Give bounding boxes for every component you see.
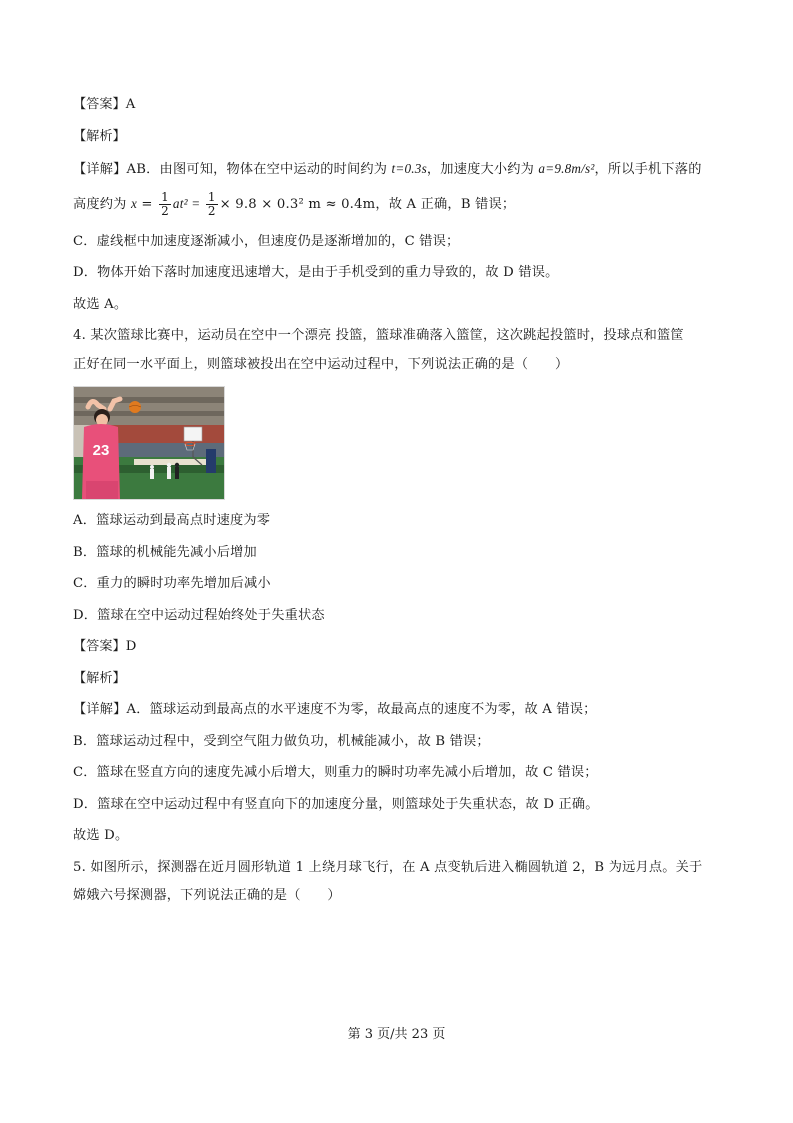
fraction-denominator: 2 — [207, 204, 216, 218]
q4-analysis-label: 【解析】 — [73, 671, 126, 686]
q3-detail-2-prefix: 高度约为 — [73, 197, 131, 212]
q4-option-c: C．重力的瞬时功率先增加后减小 — [73, 576, 271, 591]
formula-fraction-2 — [206, 191, 218, 218]
q4-option-a: A．篮球运动到最高点时速度为零 — [73, 513, 271, 528]
q3-choose: 故选 A。 — [73, 297, 128, 312]
fraction-numerator: 1 — [207, 190, 216, 204]
q3-time-value: t=0.3s — [391, 161, 427, 176]
q3-detail-1a: 【详解】AB．由图可知，物体在空中运动的时间约为 — [73, 162, 392, 177]
jersey-number: 23 — [92, 442, 110, 459]
formula-fraction-1 — [159, 191, 171, 218]
q4-detail-d: D．篮球在空中运动过程中有竖直向下的加速度分量，则篮球处于失重状态，故 D 正确。 — [73, 797, 599, 812]
formula-eq: = — [137, 197, 158, 212]
q4-option-b: B．篮球的机械能先减小后增加 — [73, 545, 257, 560]
fraction-denominator: 2 — [161, 204, 169, 218]
q4-choose: 故选 D。 — [73, 828, 129, 843]
q3-detail-line-1 — [73, 160, 702, 179]
q3-detail-d: D．物体开始下落时加速度迅速增大，是由于手机受到的重力导致的，故 D 错误。 — [73, 265, 559, 280]
basketball-photo — [73, 386, 225, 500]
q3-detail-2-suffix: ，故 A 正确，B 错误； — [375, 197, 516, 212]
q3-answer: 【答案】A — [73, 97, 136, 112]
q3-detail-c: C．虚线框中加速度逐渐减小，但速度仍是逐渐增加的，C 错误； — [73, 234, 460, 249]
fraction-numerator: 1 — [161, 190, 169, 204]
formula-at2: at² = — [172, 196, 204, 211]
q4-detail-a: 【详解】A．篮球运动到最高点的水平速度不为零，故最高点的速度不为零，故 A 错误； — [73, 702, 597, 717]
q4-stem-line-1: 4. 某次篮球比赛中，运动员在空中一个漂亮 投篮，篮球准确落入篮筐，这次跳起投篮时，投球点和篮筐 — [73, 328, 684, 343]
basketball-scene-illustration — [74, 387, 224, 499]
q5-stem-line-1: 5. 如图所示，探测器在近月圆形轨道 1 上绕月球飞行，在 A 点变轨后进入椭圆轨道 2，B 为远月点。关于 — [73, 860, 703, 875]
q3-detail-1b: ，加速度大小约为 — [426, 162, 539, 177]
formula-x: x — [130, 196, 138, 211]
page-footer: 第 3 页/共 23 页 — [347, 1027, 446, 1042]
q3-detail-1c: ，所以手机下落的 — [594, 162, 702, 177]
q3-accel-value: a=9.8m/s² — [538, 161, 595, 176]
q4-option-d: D．篮球在空中运动过程始终处于失重状态 — [73, 608, 325, 623]
q4-detail-b: B．篮球运动过程中，受到空气阻力做负功，机械能减小，故 B 错误； — [73, 734, 490, 749]
q4-detail-c: C．篮球在竖直方向的速度先减小后增大，则重力的瞬时功率先减小后增加，故 C 错误； — [73, 765, 598, 780]
q3-detail-line-2 — [73, 190, 515, 219]
q3-analysis-label: 【解析】 — [73, 129, 126, 144]
q4-answer: 【答案】D — [73, 639, 137, 654]
q5-stem-line-2: 嫦娥六号探测器，下列说法正确的是（ ） — [73, 888, 341, 903]
formula-tail: × 9.8 × 0.3² m ≈ 0.4m — [219, 197, 376, 212]
q4-stem-line-2: 正好在同一水平面上，则篮球被投出在空中运动过程中，下列说法正确的是（ ） — [73, 357, 569, 372]
